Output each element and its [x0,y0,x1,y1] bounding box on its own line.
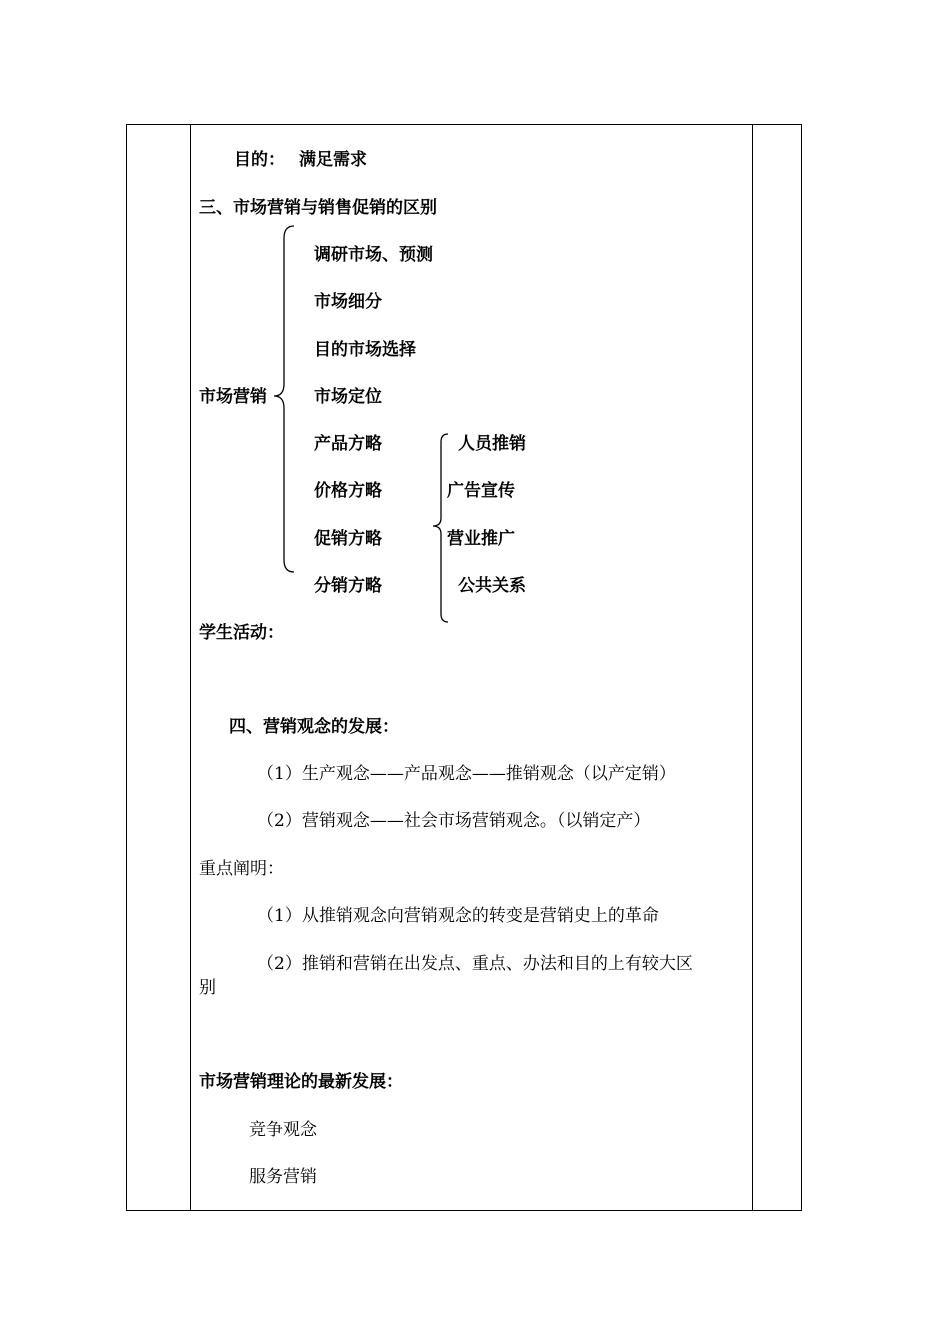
marketing-item: 促销方略 [314,529,382,549]
marketing-item: 分销方略 [314,576,382,596]
section3-title: 三、市场营销与销售促销的区别 [199,198,437,218]
emphasis-point-2: （2）推销和营销在出发点、重点、办法和目的上有较大区 [257,954,693,974]
section4-point-2: （2）营销观念——社会市场营销观念。（以销定产） [257,811,651,831]
marketing-item: 价格方略 [314,481,382,501]
section4-point-1: （1）生产观念——产品观念——推销观念（以产定销） [257,764,676,784]
latest-item: 竞争观念 [249,1120,317,1140]
latest-item: 服务营销 [249,1167,317,1187]
purpose-value: 满足需求 [299,150,367,170]
promotion-item: 广告宣传 [447,481,515,501]
promotion-item: 营业推广 [447,529,515,549]
student-activity-label: 学生活动： [199,623,284,643]
marketing-item: 产品方略 [314,434,382,454]
marketing-item: 市场细分 [314,292,382,312]
marketing-brace [270,224,300,574]
marketing-label: 市场营销 [199,387,267,407]
marketing-item: 调研市场、预测 [314,245,433,265]
right-column-divider [752,125,753,1210]
emphasis-point-1: （1）从推销观念向营销观念的转变是营销史上的革命 [257,906,659,926]
section4-title: 四、营销观念的发展： [229,717,399,737]
latest-developments-title: 市场营销理论的最新发展： [199,1072,403,1092]
lesson-table [126,124,802,1211]
promotion-item: 公共关系 [458,576,526,596]
emphasis-point-2-continued: 别 [199,978,216,998]
emphasis-label: 重点阐明： [199,859,284,879]
left-column-divider [190,125,191,1210]
marketing-item: 目的市场选择 [314,340,416,360]
purpose-label: 目的： [234,150,285,170]
promotion-item: 人员推销 [458,434,526,454]
marketing-item: 市场定位 [314,387,382,407]
